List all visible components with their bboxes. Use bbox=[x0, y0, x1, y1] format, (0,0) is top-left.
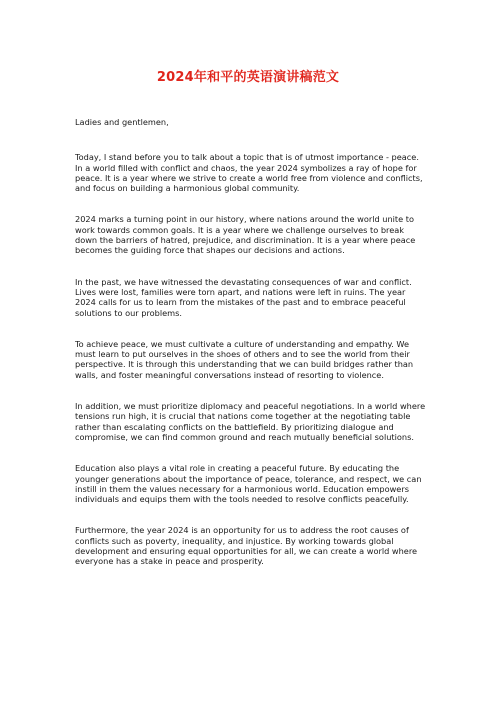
paragraph-2: 2024 marks a turning point in our history, where nations around the world unite to work towards common goals. It is a year where we challenge ourselves to break down the barriers of hatred, prejudice, and discrimination. It is a year where peace becomes the guiding force that shapes our decisions and actions. bbox=[75, 214, 416, 256]
paragraph-7: Furthermore, the year 2024 is an opportunity for us to address the root causes of conflicts such as poverty, inequality, and injustice. By working towards global development and ensuring equal opportunities for all, we can create a world where everyone has a stake in peace and prosperity. bbox=[75, 525, 418, 567]
paragraph-3: In the past, we have witnessed the devastating consequences of war and conflict. Lives were lost, families were torn apart, and nations were left in ruins. The year 2024 calls for us to learn from the mistakes of the past and to embrace peaceful solutions to our problems. bbox=[75, 276, 412, 318]
paragraph-4: To achieve peace, we must cultivate a culture of understanding and empathy. We must learn to put ourselves in the shoes of others and to see the world from their perspective. It is through this understanding that we can build bridges rather than walls, and foster meaningful conversations instead of resorting to violence. bbox=[75, 338, 414, 380]
salutation: Ladies and gentlemen, bbox=[75, 117, 169, 127]
document-title: 2024年和平的英语演讲稿范文 bbox=[156, 70, 340, 85]
document-body bbox=[75, 117, 427, 588]
paragraph-1: Today, I stand before you to talk about a topic that is of utmost importance - peace. In a world filled with conflict and chaos, the year 2024 symbolizes a ray of hope for peace. It is a year where we strive to create a world free from violence and conflicts, and focus on building a harmonious global community. bbox=[75, 152, 423, 194]
paragraph-6: Education also plays a vital role in creating a peaceful future. By educating the younger generations about the importance of peace, tolerance, and respect, we can instill in them the values necessary for a harmonious world. Education empowers individuals and equips them with the tools needed to resolve conflicts peacefully. bbox=[75, 463, 422, 505]
paragraph-5: In addition, we must prioritize diplomacy and peaceful negotiations. In a world where tensions run high, it is crucial that nations come together at the negotiating table rather than escalating conflicts on the battlefield. By prioritizing dialogue and compromise, we can find common ground and reach mutually beneficial solutions. bbox=[75, 401, 426, 442]
